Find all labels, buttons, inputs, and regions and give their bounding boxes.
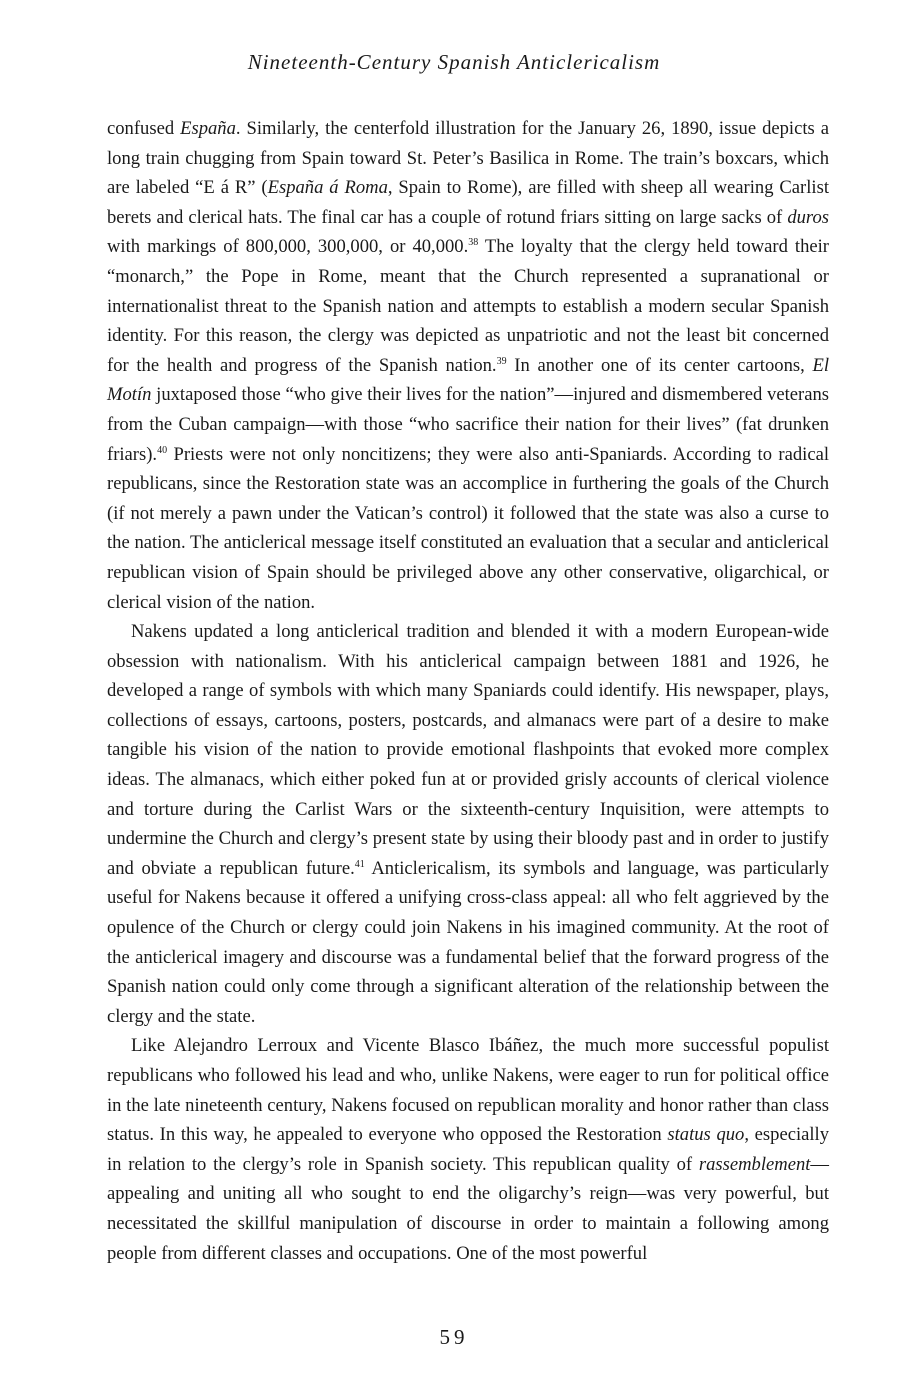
text-run: . Similarly, the centerfold illustration for the January 26, 1890, issue depicts a long train chugging from Spain toward St. Peter’s Basilica in Rome. The train’s boxcars, which are labeled “E á R” ( (107, 118, 829, 199)
text-run: —appealing and uniting all who sought to end the oligarchy’s reign—was very powerful, but necessitated the skillful manipulation of discourse in order to maintain a following among people from different classes and occupations. One of the most powerful (107, 1153, 829, 1264)
text-run: , especially in relation to the clergy’s role in Spanish society. This republican quality of (107, 1124, 829, 1175)
text-run: rassemblement (698, 1153, 811, 1175)
paragraph (107, 617, 829, 1031)
text-run: El Motín (107, 354, 829, 406)
paragraph (107, 114, 829, 617)
text-run: Anticlericalism, its symbols and language, was particularly useful for Nakens because it offered a unifying cross-class appeal: all who felt aggrieved by the opulence of the Church or clergy could join Nakens in his imagined community. At the root of the anticlerical imagery and discourse was a fundamental belief that the forward progress of the Spanish nation could only come through a significant alteration of the relationship between the clergy and the state. (107, 857, 830, 1027)
text-run: with markings of 800,000, 300,000, or 40,000. (107, 236, 469, 258)
text-run: Priests were not only noncitizens; they were also anti-Spaniards. According to radical republicans, since the Restoration state was an accomplice in furthering the goals of the Church (if not merely a pawn under the Vatican’s control) it followed that the state was also a curse to the nation. The anticlerical message itself constituted an evaluation that a secular and anticlerical republican vision of Spain should be privileged above any other conservative, oligarchical, or clerical vision of the nation. (107, 443, 829, 613)
text-run: España (180, 118, 236, 139)
text-run: duros (787, 206, 829, 228)
footnote-ref: 40 (157, 444, 168, 456)
paragraph (107, 1031, 829, 1268)
footnote-ref: 41 (354, 858, 365, 870)
text-run: Like Alejandro Lerroux and Vicente Blasco Ibáñez, the much more successful populist republicans who followed his lead and who, unlike Nakens, were eager to run for political office in the late nineteenth century, Nakens focused on republican morality and honor rather than class status. In this way, he appealed to everyone who opposed the Restoration (107, 1035, 829, 1146)
text-run: In another one of its center cartoons, (506, 354, 813, 376)
text-run: status quo (667, 1124, 745, 1146)
text-run: confused (107, 118, 181, 139)
footnote-ref: 39 (496, 355, 507, 367)
text-run: juxtaposed those “who give their lives for the nation”—injured and dismembered veterans from the Cuban campaign—with those “who sacrifice their nation for their lives” (fat drunken friars). (107, 384, 829, 465)
text-run: Nakens updated a long anticlerical tradition and blended it with a modern European-wide obsession with nationalism. With his anticlerical campaign between 1881 and 1926, he developed a range of symbols with which many Spaniards could identify. His newspaper, plays, collections of essays, cartoons, posters, postcards, and almanacs were part of a desire to make tangible his vision of the nation to provide emotional flashpoints that evoked more complex ideas. The almanacs, which either poked fun at or provided grisly accounts of clerical violence and torture during the Carlist Wars or the sixteenth-century Inquisition, were attempts to undermine the Church and clergy’s present state by using their bloody past and in order to justify and obviate a republican future. (107, 621, 829, 879)
text-run: España á Roma (267, 177, 388, 199)
running-head: Nineteenth-Century Spanish Anticlericalism (247, 50, 661, 74)
text-run: , Spain to Rome), are filled with sheep all wearing Carlist berets and clerical hats. The final car has a couple of rotund friars sitting on large sacks of (107, 177, 829, 228)
page-number: 59 (439, 1325, 469, 1349)
body-text (107, 114, 829, 1268)
footnote-ref: 38 (468, 237, 479, 249)
text-run: The loyalty that the clergy held toward their “monarch,” the Pope in Rome, meant that the Church represented a supranational or internationalist threat to the Spanish nation and attempts to establish a modern secular Spanish identity. For this reason, the clergy was depicted as unpatriotic and not the least bit concerned for the health and progress of the Spanish nation. (107, 236, 829, 376)
